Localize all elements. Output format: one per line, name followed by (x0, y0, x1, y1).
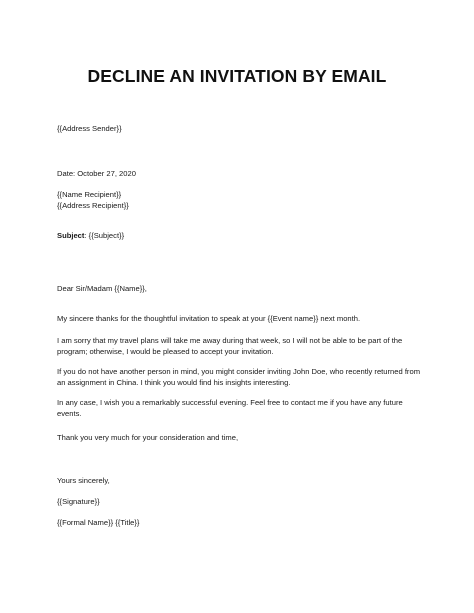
formal-name-title: {{Formal Name}} {{Title}} (57, 518, 140, 527)
address-sender: {{Address Sender}} (57, 124, 122, 133)
signature: {{Signature}} (57, 497, 100, 506)
document-title: DECLINE AN INVITATION BY EMAIL (87, 66, 387, 86)
subject-line (57, 231, 429, 242)
name-recipient: {{Name Recipient}} (57, 190, 122, 199)
letter-date: Date: October 27, 2020 (57, 169, 136, 178)
salutation: Dear Sir/Madam {{Name}}, (57, 284, 147, 293)
paragraph-regret: I am sorry that my travel plans will take me away during that week, so I will not be able to be part of the program; otherwise, I would be pleased to accept your invitation. (57, 336, 403, 356)
address-recipient: {{Address Recipient}} (57, 201, 129, 210)
paragraph-thank-you: Thank you very much for your consideration and time, (57, 433, 239, 442)
subject-label: Subject (57, 231, 85, 240)
paragraph-wishes: In any case, I wish you a remarkably successful evening. Feel free to contact me if you have any future events. (57, 398, 403, 418)
subject-value: : {{Subject}} (84, 231, 125, 240)
closing: Yours sincerely, (57, 476, 110, 485)
paragraph-suggestion: If you do not have another person in mind, you might consider inviting John Doe, who recently returned from an assignment in China. I think you would find his insights interesting. (57, 367, 421, 387)
paragraph-thanks: My sincere thanks for the thoughtful invitation to speak at your {{Event name}} next month. (57, 314, 361, 323)
